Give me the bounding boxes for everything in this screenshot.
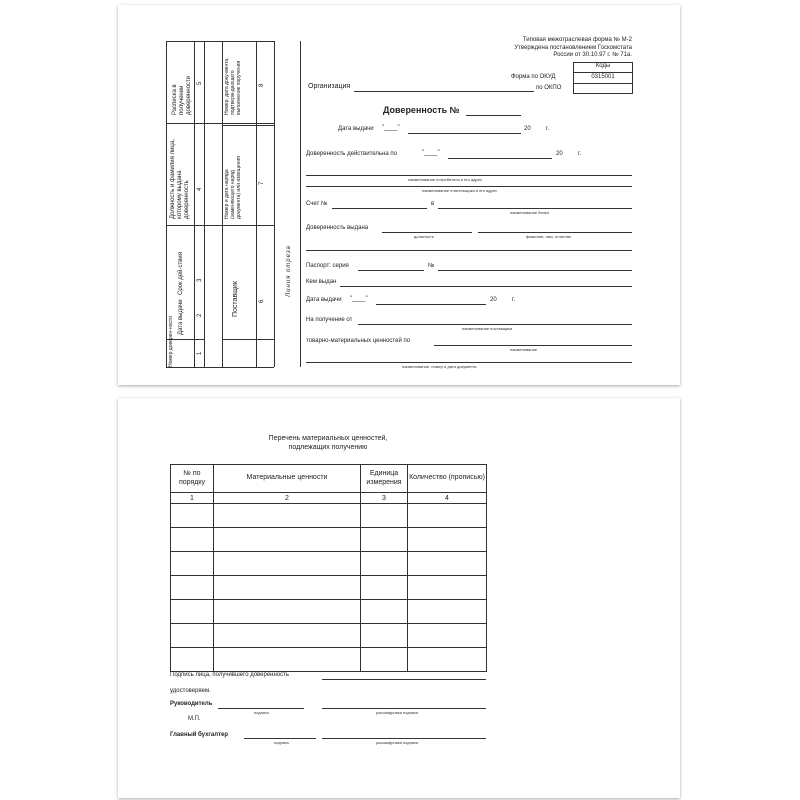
position-field[interactable]	[382, 232, 472, 233]
issue-date-day: "____"	[382, 125, 400, 131]
table-cell[interactable]	[408, 528, 487, 552]
table-cell[interactable]	[214, 600, 361, 624]
stub-num-4: 4	[197, 187, 203, 191]
accountant-signature-field[interactable]	[244, 738, 316, 739]
document-number-field[interactable]	[466, 115, 521, 116]
table-cell[interactable]	[408, 624, 487, 648]
document-field[interactable]	[306, 362, 632, 363]
form-header-line2: Утверждена постановлением Госкомстата	[514, 44, 632, 51]
table-cell[interactable]	[171, 624, 214, 648]
table-cell[interactable]	[361, 552, 408, 576]
okpo-label: по ОКПО	[536, 85, 562, 91]
issued-by-label: Кем выдан	[306, 279, 337, 285]
table-cell[interactable]	[214, 648, 361, 672]
stub-num-2: 2	[197, 313, 203, 317]
list-title-line2: подлежащих получению	[288, 444, 368, 452]
table-row	[171, 648, 487, 672]
valuables-table	[170, 464, 487, 672]
table-cell[interactable]	[171, 648, 214, 672]
bank-caption: наименование банка	[510, 210, 549, 215]
column-number: 4	[408, 493, 487, 504]
column-number: 1	[171, 493, 214, 504]
table-cell[interactable]	[408, 648, 487, 672]
head-label: Руководитель	[170, 701, 213, 707]
goods-caption: наименование	[510, 347, 538, 352]
passport-date-day: "____"	[350, 296, 368, 302]
table-row	[171, 552, 487, 576]
table-cell[interactable]	[171, 600, 214, 624]
certify-label: удостоверяем.	[170, 688, 211, 694]
stub-receipt-header: Расписка в получении доверенности	[172, 75, 193, 115]
head-decoding-caption: расшифровка подписи	[376, 710, 419, 715]
valid-until-year: 20	[556, 151, 563, 157]
stub-num-7: 7	[259, 181, 265, 185]
stub-document-header: Номер, дата доку-мента, подтверж-дающего выполнение поручения	[224, 57, 242, 115]
passport-date-field[interactable]	[376, 304, 486, 305]
table-cell[interactable]	[361, 624, 408, 648]
organization-field[interactable]	[354, 91, 534, 92]
column-number: 2	[214, 493, 361, 504]
list-title-line1: Перечень материальных ценностей,	[268, 435, 388, 442]
okud-value: 0315001	[591, 74, 615, 80]
head-signature-field[interactable]	[218, 708, 304, 709]
stamp-label: М.П.	[188, 716, 201, 722]
valid-until-day: "____"	[422, 150, 440, 156]
table-cell[interactable]	[171, 528, 214, 552]
receive-from-label: На получение от	[306, 317, 353, 323]
stub-num-8: 8	[259, 83, 265, 87]
payer-field[interactable]	[306, 186, 632, 187]
form-header	[514, 37, 632, 60]
stub-num-1: 1	[197, 351, 203, 355]
stub-date-header: Дата выдачи	[178, 299, 184, 335]
issued-to-extra-field[interactable]	[306, 250, 632, 251]
table-cell[interactable]	[214, 624, 361, 648]
stub-supplier-header: Поставщик	[232, 281, 239, 317]
consumer-caption: наименование потребителя и его адрес	[408, 177, 482, 182]
header-valuables: Материальные ценности	[214, 465, 361, 493]
power-of-attorney-sheet	[118, 5, 680, 385]
passport-date-suffix: г.	[512, 297, 516, 303]
passport-number-field[interactable]	[438, 270, 632, 271]
table-cell[interactable]	[408, 552, 487, 576]
accountant-label: Главный бухгалтер	[170, 732, 229, 738]
table-cell[interactable]	[361, 576, 408, 600]
fio-field[interactable]	[478, 232, 632, 233]
form-header-line1: Типовая межотраслевая форма № М-2	[522, 37, 632, 43]
table-cell[interactable]	[361, 528, 408, 552]
table-cell[interactable]	[171, 576, 214, 600]
table-cell[interactable]	[214, 504, 361, 528]
stub-number-header: Номер доверен-ности	[168, 316, 174, 367]
valuables-list-sheet	[118, 398, 680, 798]
table-cell[interactable]	[408, 576, 487, 600]
cut-line	[300, 41, 301, 367]
account-field[interactable]	[332, 208, 427, 209]
issued-by-field[interactable]	[340, 286, 632, 287]
header-number: № по порядку	[171, 465, 214, 493]
stub-num-3: 3	[197, 278, 203, 282]
valid-until-suffix: г.	[578, 151, 582, 157]
stub-order-header: Номер и дата наряда (заменяющего наряд документа) или извещения	[224, 156, 242, 219]
stub-term-header: Срок дей-ствия	[178, 251, 184, 295]
passport-date-year: 20	[490, 297, 497, 303]
table-cell[interactable]	[361, 504, 408, 528]
list-title	[118, 434, 538, 452]
accountant-decoding-field[interactable]	[322, 738, 486, 739]
payer-caption: наименование плательщика и его адрес	[422, 188, 498, 193]
head-decoding-field[interactable]	[322, 708, 486, 709]
position-caption: должность	[414, 234, 434, 239]
issue-date-field[interactable]	[408, 133, 521, 134]
passport-number-label: №	[428, 263, 435, 269]
table-cell[interactable]	[171, 504, 214, 528]
issue-date-suffix: г.	[546, 126, 550, 132]
table-cell[interactable]	[361, 600, 408, 624]
document-caption: наименование, номер и дата документа	[402, 364, 477, 369]
table-cell[interactable]	[361, 648, 408, 672]
okud-label: Форма по ОКУД	[511, 74, 556, 80]
bank-field[interactable]	[438, 208, 632, 209]
goods-field[interactable]	[434, 345, 632, 346]
table-cell[interactable]	[408, 504, 487, 528]
supplier-field[interactable]	[358, 324, 632, 325]
account-label: Счет №	[306, 201, 328, 207]
stub-num-5: 5	[197, 81, 203, 85]
accountant-signature-caption: подпись	[274, 740, 290, 745]
valid-until-label: Доверенность действительна по	[306, 151, 397, 157]
column-number-row	[171, 493, 487, 504]
passport-label: Паспорт: серия	[306, 263, 349, 269]
supplier-caption: наименование поставщика	[462, 326, 513, 331]
signature-person-field[interactable]	[322, 679, 486, 680]
fio-caption: фамилия, имя, отчество	[526, 234, 572, 239]
accountant-decoding-caption: расшифровка подписи	[376, 740, 419, 745]
column-number: 3	[361, 493, 408, 504]
passport-date-label: Дата выдачи	[306, 297, 342, 303]
account-in: в	[431, 201, 435, 207]
header-unit: Единица измерения	[361, 465, 408, 493]
organization-label: Организация	[308, 83, 351, 90]
table-row	[171, 576, 487, 600]
passport-series-field[interactable]	[358, 270, 424, 271]
table-cell[interactable]	[214, 528, 361, 552]
issue-date-year: 20	[524, 126, 531, 132]
codes-label: Коды	[595, 63, 611, 69]
valid-until-field[interactable]	[448, 158, 552, 159]
cut-line-label: Линия отреза	[286, 245, 292, 297]
issue-date-label: Дата выдачи	[338, 126, 374, 132]
table-cell[interactable]	[214, 552, 361, 576]
table-cell[interactable]	[214, 576, 361, 600]
goods-label: товарно-материальных ценностей по	[306, 338, 411, 344]
signature-person-label: Подпись лица, получившего доверенность	[170, 672, 290, 678]
stub-person-header: Должность и фамилия лица, которому выдана доверенность	[170, 139, 191, 219]
head-signature-caption: подпись	[254, 710, 270, 715]
table-row	[171, 600, 487, 624]
table-header-row	[171, 465, 487, 493]
table-cell[interactable]	[171, 552, 214, 576]
header-quantity: Количество (прописью)	[408, 465, 487, 493]
table-row	[171, 528, 487, 552]
consumer-field[interactable]	[306, 175, 632, 176]
table-row	[171, 504, 487, 528]
form-header-line3: России от 30.10.97 г. № 71а.	[553, 52, 632, 58]
document-title: Доверенность №	[383, 105, 460, 115]
table-cell[interactable]	[408, 600, 487, 624]
table-row	[171, 624, 487, 648]
issued-to-label: Доверенность выдана	[306, 225, 369, 231]
stub-num-6: 6	[259, 299, 265, 303]
